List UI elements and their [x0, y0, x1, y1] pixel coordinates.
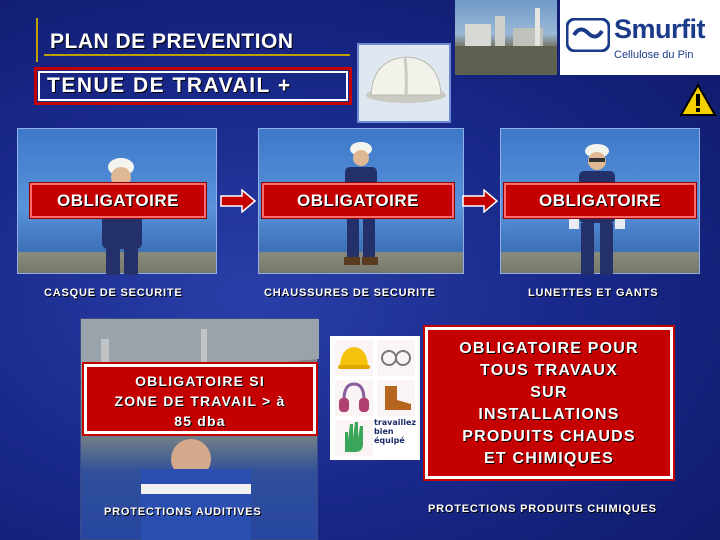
ear-muffs-icon: [335, 380, 373, 416]
ppe-slogan: [374, 418, 416, 445]
logo-name: Smurfit: [614, 14, 705, 44]
chemical-warning-box: [425, 327, 673, 479]
ppe-slogan-line-1: travaillez: [374, 418, 417, 427]
page-title: PLAN DE PREVENTION: [44, 28, 350, 56]
chem-line-3: SUR: [530, 384, 568, 401]
caption-helmet: CASQUE DE SECURITE: [44, 287, 183, 299]
noise-line-2: ZONE DE TRAVAIL > à: [114, 393, 286, 409]
caption-glasses: LUNETTES ET GANTS: [528, 287, 659, 299]
caption-shoes: CHAUSSURES DE SECURITE: [264, 287, 436, 299]
safety-boot-icon: [377, 380, 415, 416]
arrow-right-icon: [220, 189, 256, 213]
glove-icon: [335, 420, 373, 456]
hard-hat-icon: [335, 340, 373, 376]
chem-line-2: TOUS TRAVAUX: [480, 362, 618, 379]
noise-line-1: OBLIGATOIRE SI: [135, 373, 265, 389]
page-subtitle: TENUE DE TRAVAIL +: [34, 67, 352, 105]
goggles-icon: [377, 340, 415, 376]
noise-line-3: 85 dba: [174, 413, 226, 429]
ppe-slogan-line-2: bien: [374, 427, 394, 436]
chem-line-4: INSTALLATIONS: [478, 406, 620, 423]
mandatory-badge-glasses: OBLIGATOIRE: [504, 183, 696, 218]
noise-warning-box: [84, 364, 316, 434]
caption-chemicals: PROTECTIONS PRODUITS CHIMIQUES: [428, 503, 657, 515]
chem-line-1: OBLIGATOIRE POUR: [459, 340, 639, 357]
ppe-slogan-line-3: équipé: [374, 436, 405, 445]
caption-hearing: PROTECTIONS AUDITIVES: [104, 506, 262, 518]
chem-line-6: ET CHIMIQUES: [484, 450, 614, 467]
hard-hat-photo: [357, 43, 451, 123]
chem-line-5: PRODUITS CHAUDS: [462, 428, 636, 445]
warning-triangle-icon: [679, 83, 717, 117]
mandatory-badge-helmet: OBLIGATOIRE: [30, 183, 206, 218]
factory-photo: [455, 0, 557, 75]
arrow-right-icon: [462, 189, 498, 213]
smurfit-logo-icon: [566, 18, 610, 52]
mandatory-badge-shoes: OBLIGATOIRE: [262, 183, 454, 218]
logo-subtitle: Cellulose du Pin: [614, 49, 694, 61]
